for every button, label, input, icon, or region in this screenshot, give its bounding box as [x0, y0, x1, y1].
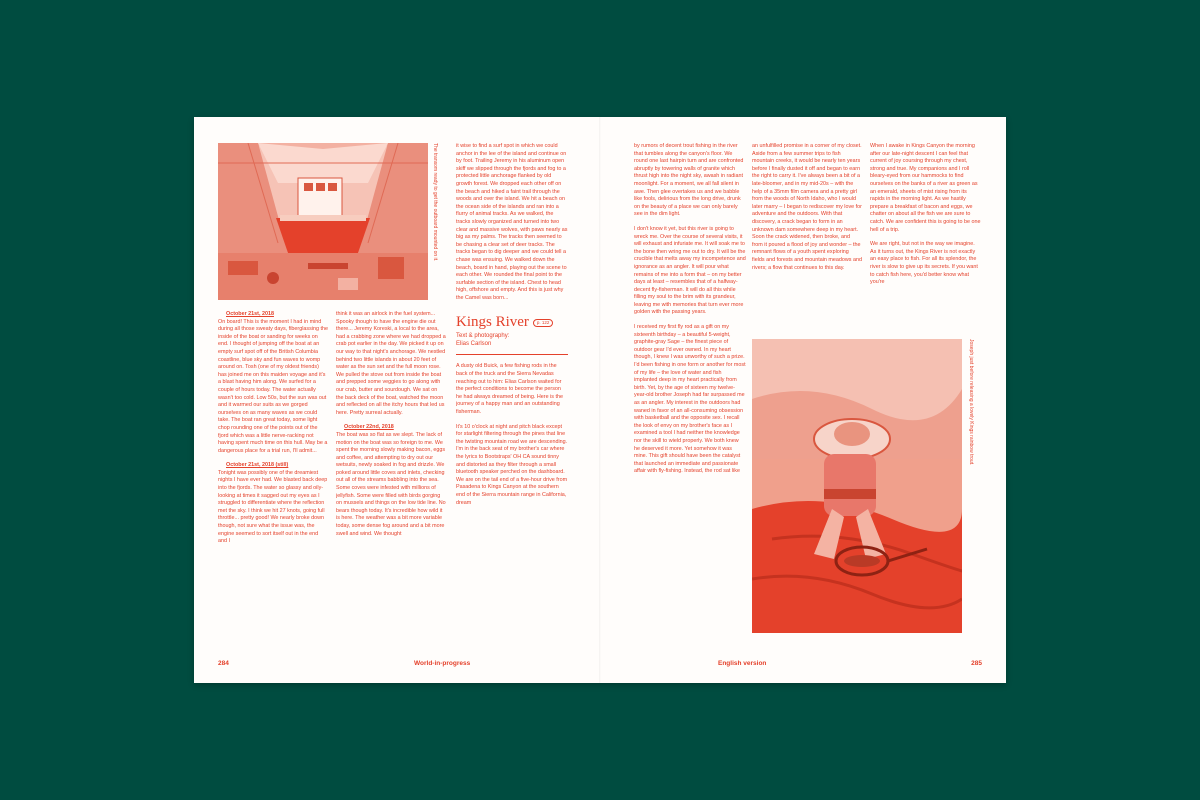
title-divider	[456, 354, 568, 355]
angler-river-photo	[752, 339, 962, 633]
credits-name: Elias Carlson	[456, 340, 492, 347]
body-paragraph: think it was an airlock in the fuel system... Spooky though to have the engine die out there... Jeremy Koreski, a local to the area, had a crabbing zone where we had dropped a crab pot earlier in the day. We picked it up on our way to that night's anchorage. We nestled behind two little islands in about 20 feet of water as the sun set and the full moon rose. We pulled the stove out from inside the boat and prepped some veggies to go along with our crab, butter and sourdough. We sat on the back deck of the boat, watched the moon and reflected on all the itchy hours that led us here. Pretty surreal actually.	[336, 311, 446, 416]
page-number: 285	[971, 660, 982, 667]
body-paragraph: an unfulfilled promise in a corner of my closet. Aside from a few summer trips to fish mountain creeks, it would be nearly ten years before I finally dusted it off and began to earn the right to carry it. I've always been a bit of a late-bloomer, and in my mid-20s – with the help of a 35mm film camera and a pretty girl from the woods of North Idaho, who I would later marry – I began to rediscover my love for adventure and the outdoors. With that discovery, a crack began to form in an unknown dam somewhere deep in my heart. Soon the crack widened, then broke, and from it poured a flood of joy and wonder – the remnant flows of a youth spent exploring fields and forests and mountain meadows and rivers; a flow that continues to this day.	[752, 143, 862, 271]
entry-text: Tonight was possibly one of the dreamiest nights I have ever had. We blasted back deep into the fjords. The water so glassy and oily-looking at times it sagged out my eyes as I struggled to differentiate where the reflection met the sky. I think we hit 27 knots, going full throttle... pretty good! We nearly broke down though, not sure what the issue was, the engine seemed to sort itself out in the end and I	[218, 469, 328, 545]
credits-label: Text & photography:	[456, 333, 510, 340]
text-column-2	[336, 311, 446, 646]
body-paragraph: When I awake in Kings Canyon the morning after our late-night descent I can feel that current of joy coursing through my chest, strong and true. My companions and I roll bleary-eyed from our hammocks to find ourselves on the banks of a river as green as an emerald, sheets of mist rising from its rapids in the morning light. As we hastily prepare a breakfast of bacon and eggs, we chatter on about all the fish we are sure to catch. We are confident this is going to be one hell of a trip.	[870, 143, 981, 233]
boat-workshop-photo	[218, 143, 428, 300]
photo-caption: Joseph just before releasing a lovely Kings rainbow trout.	[968, 339, 974, 466]
magazine-spread	[194, 117, 1006, 683]
body-paragraph: it wise to find a surf spot in which we could anchor in the lee of the island and continue on by foot. Trailing Jeremy in his aluminum open skiff we slipped through the fjords and fog to a protected little anchorage flanked by old growth forest. We dropped each other off on the beach and hiked a faint trail through the woods and over the island. We hit a beach on the ocean side of the islands and ran into a flurry of animal tracks. As we walked, the tracks slowly organized and turned into two clear and massive wolves, with paws nearly as big as my palms. The tracks then seemed to be chasing a clear set of deer tracks. The tracks began to dig deeper and we could tell a chase was ensuing. We walked down the beach, board in hand, playing out the scene to each other. We rounded the final point to the surfable section of the island. Chest to head high, offshore and empty. And this is just why the Camel was born...	[456, 143, 568, 301]
body-paragraph: by rumors of decent trout fishing in the river that tumbles along the canyon's floor. We round one last hairpin turn and are confronted abruptly by towering walls of granite which thrust high into the night sky, awash in radiant moonlight. For a moment, we all fall silent in awe. Then glee overtakes us and we babble like fools, delirious from the long drive, drunk on the beauty of a place we can only barely see in the dim light.	[634, 143, 744, 218]
body-paragraph: We are right, but not in the way we imagine. As it turns out, the Kings River is not exactly an easy place to fish. For all its splendor, the river is slow to give up its secrets. If you want to catch fish here, you'd better know what you're	[870, 241, 978, 286]
entry-date: October 21st, 2018	[226, 311, 274, 317]
page-number: 284	[218, 660, 229, 667]
article-credits	[456, 333, 568, 348]
article-standfirst: A dusty old Buick, a few fishing rods in the back of the truck and the Sierra Nevadas reaching out to him: Elias Carlson waited for the perfect conditions to become the person he had always dreamed of being. Here is the journey of a happy man and an outstanding fisherman.	[456, 363, 563, 416]
body-paragraph: The boat was so flat as we slept. The lack of motion on the boat was so foreign to me. We spent the morning slowly making bacon, eggs and coffee, and attempting to dry out our wetsuits, newly soaked in fog and drizzle. We poked around little coves and inlets, checking out all of the streams babbling into the sea. Some coves were infested with millions of jellyfish. Some were filled with birds gorging on mussels and things on the low tide line. No bears though today. It's incredible how wild it is here. The weather was a bit more variable today, some dense fog around and a bit more swell and wind. We thought	[336, 431, 446, 537]
article-title	[456, 314, 568, 331]
text-column-5	[752, 143, 862, 329]
text-column-6	[870, 143, 982, 329]
entry-date: October 21st, 2018 (still)	[226, 462, 289, 469]
running-title: English version	[718, 660, 767, 667]
text-column-1	[218, 311, 328, 646]
body-paragraph: It's 10 o'clock at night and pitch black except for starlight filtering through the pines that line the twisting mountain road we are descending. I'm in the back seat of my brother's car where the lyrics to Bootstraps' OH CA sound tinny and distorted as they filter through a small bluetooth speaker perched on the dashboard. We are on the tail end of a five-hour drive from Pasadena to Kings Canyon at the southern end of the Sierra mountain range in California, dream	[456, 423, 568, 506]
article-title-text: Kings River	[456, 314, 529, 331]
right-page	[600, 117, 1006, 683]
photo-caption: The transom ready to get the outboard mounted on it.	[432, 143, 438, 262]
entry-date: October 22nd, 2018	[344, 424, 394, 431]
text-column-4	[634, 143, 746, 646]
page-reference-badge: p. 122	[533, 319, 554, 327]
left-page	[194, 117, 600, 683]
running-title: World-in-progress	[414, 660, 471, 667]
body-paragraph: I received my first fly rod as a gift on my sixteenth birthday – a beautiful 5-weight, graphite-gray Sage – the finest piece of outdoor gear I'd ever owned. In my heart though, I knew I was unworthy of such a prize. I'd been fishing in one form or another for most of my life – the love of water and fish implanted deep in my heart practically from birth. Yet, by the age of sixteen my twelve-year-old brother Joseph had far surpassed me as an angler. My interest in the outdoors had waned in favor of an all-consuming obsession with basketball and the opposite sex. I recall the look of envy on my brother's face as I examined a tool I had neither the knowledge nor the skill to wield properly. We both knew he deserved it more. Yet somehow it was mine. This gift should have been the catalyst that launched an immediate and passionate affair with fly-fishing. Instead, the rod sat like	[634, 324, 746, 475]
body-paragraph: I don't know it yet, but this river is going to wreck me. Over the course of several visits, it will exhaust and infuriate me. It will soak me to the bone then wring me out to dry. It will be the crucible that melts away my incompetence and ignorance as an angler. It will pour what remains of me into a form that – on my better days at least – resembles that of a halfway-decent fly-fisherman. It will do all this while filling my soul to the brim with its grandeur, leaving me with memories that turn ever more golden with the passing years.	[634, 225, 746, 316]
entry-text: On board! This is the moment I had in mind during all those sweaty days, fiberglassing the inside of the boat or sanding for weeks on end. I thought of jumping off the boat at an empty surf spot off of the British Columbia coastline, blue sky and fun waves to womp around on. Tosh (one of my oldest friends) has joined me on this maiden voyage and it's a blast having him along. We surfed for a couple of hours today. The water actually wasn't too cold. Low 50s, but the sun was out and it warmed our suits as we gorged ourselves on as many waves as we could take. The boat ran great today, some light chop rounding one of the points out of the fjord which was a little nerve-racking not having spent much time on this hull. May be a dangerous place for a trial run, I'll admit...	[218, 318, 328, 454]
text-column-3	[456, 143, 568, 646]
